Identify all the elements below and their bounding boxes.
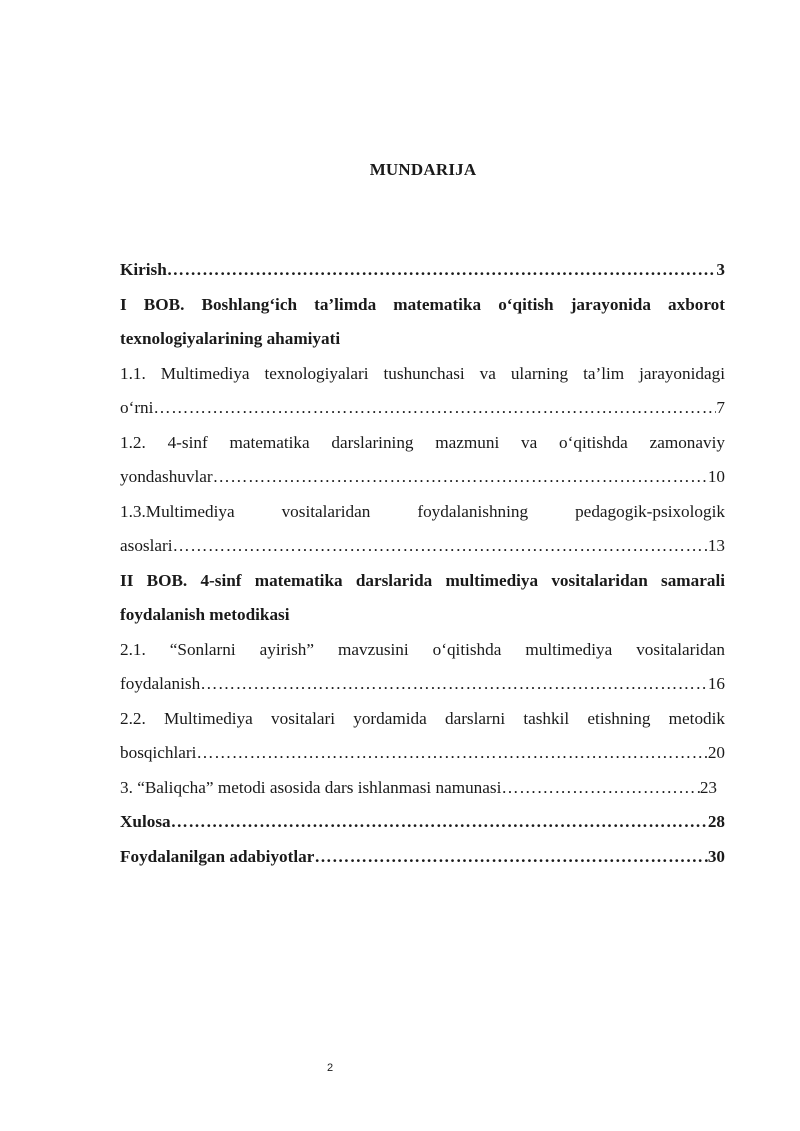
- toc-section-2-2-line1: 2.2. Multimediya vositalari yordamida darslarni tashkil etishning metodik: [120, 708, 725, 728]
- toc-entry-label: Foydalanilgan adabiyotlar: [120, 846, 315, 866]
- page-number: 2: [326, 1062, 334, 1074]
- toc-entry-label: asoslari: [120, 536, 173, 555]
- dot-leader: [196, 736, 707, 771]
- toc-chapter-2-line1: II BOB. 4-sinf matematika darslarida multimediya vositalaridan samarali: [120, 570, 725, 590]
- toc-entry-label: yondashuvlar: [120, 467, 213, 486]
- toc-entry-label: o‘rni: [120, 398, 154, 417]
- dot-leader: [171, 805, 708, 840]
- toc-entry-label: 3. “Baliqcha” metodi asosida dars ishlanmasi namunasi: [120, 777, 502, 797]
- toc-entry-conclusion: [120, 805, 725, 840]
- toc-entry-label: Xulosa: [120, 812, 171, 831]
- toc-chapter-1-line1: I BOB. Boshlang‘ich ta’limda matematika o‘qitish jarayonida axborot: [120, 294, 725, 314]
- toc-chapter-1-line2: texnologiyalarining ahamiyati: [120, 329, 341, 348]
- toc-page-number: 16: [707, 674, 725, 693]
- dot-leader: [173, 529, 708, 564]
- page-title: MUNDARIJA: [369, 160, 477, 179]
- toc-section-1-2-line1: 1.2. 4-sinf matematika darslarining mazmuni va o‘qitishda zamonaviy: [120, 432, 725, 452]
- toc-chapter-2-line2: foydalanish metodikasi: [120, 605, 290, 624]
- table-of-contents: [120, 253, 725, 874]
- dot-leader: [167, 253, 717, 288]
- toc-section-2-2-line2: [120, 736, 725, 771]
- toc-page-number: 13: [707, 536, 725, 555]
- toc-section-1-2-line2: [120, 460, 725, 495]
- toc-section-1-3-line2: [120, 529, 725, 564]
- toc-page-number: 20: [707, 743, 725, 762]
- toc-page-number: 30: [707, 846, 725, 866]
- toc-section-3: [120, 771, 717, 806]
- toc-entry-references: [120, 840, 725, 875]
- dot-leader: [314, 840, 707, 875]
- toc-page-number: 7: [716, 398, 725, 417]
- toc-page-number: 28: [707, 812, 725, 831]
- toc-page-number: 3: [716, 260, 725, 279]
- toc-entry-label: foydalanish: [120, 674, 201, 693]
- dot-leader: [200, 667, 708, 702]
- toc-section-2-1-line2: [120, 667, 725, 702]
- toc-section-2-1-line1: 2.1. “Sonlarni ayirish” mavzusini o‘qitishda multimediya vositalaridan: [120, 639, 725, 659]
- dot-leader: [501, 771, 699, 806]
- toc-section-1-1-line2: [120, 391, 725, 426]
- dot-leader: [153, 391, 716, 426]
- toc-entry-label: Kirish: [120, 260, 167, 279]
- toc-page-number: 10: [707, 467, 725, 486]
- dot-leader: [213, 460, 708, 495]
- toc-entry-label: bosqichlari: [120, 743, 197, 762]
- toc-page-number: 23: [699, 777, 717, 797]
- toc-section-1-1-line1: 1.1. Multimediya texnologiyalari tushunchasi va ularning ta’lim jarayonidagi: [120, 363, 725, 383]
- toc-entry-intro: [120, 253, 725, 288]
- toc-section-1-3-line1: 1.3.Multimediya vositalaridan foydalanishning pedagogik-psixologik: [120, 501, 725, 521]
